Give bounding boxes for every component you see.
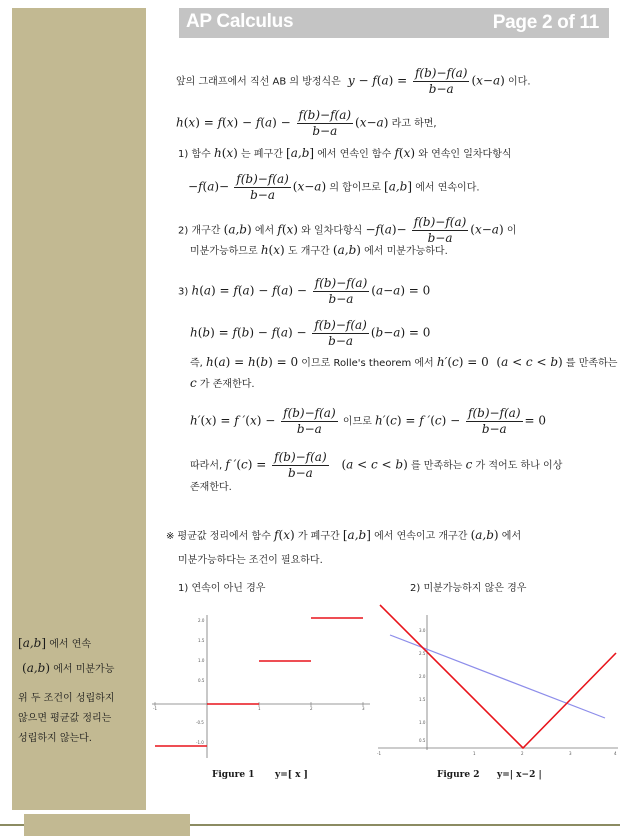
mvt-note-line-2: 미분가능하다는 조건이 필요하다. — [178, 555, 323, 566]
y-tick-label: 1.0 — [198, 658, 205, 663]
y-tick-label: 3.0 — [419, 628, 426, 633]
mvt-note-line-1: ※ 평균값 정리에서 함수 f(x) 가 폐구간 [a,b] 에서 연속이고 개구간 (a,b) 에서 — [166, 528, 522, 542]
x-tick-label: 1 — [258, 706, 261, 711]
sidebar-note-line-3: 위 두 조건이 성립하지 — [18, 693, 115, 704]
item-3-exists-c: c 가 존재한다. — [190, 376, 255, 390]
h-definition: h(x) = f(x) − f(a) − $\frac{f(b)-f(a)}{b-a}$ (x−a) 라고 하면, — [176, 108, 437, 138]
item-2-line-1: 2) 개구간 (a,b) 에서 f(x) 와 일차다항식 −f(a)− $\frac{f(b)-f(a)}{b-a}$ (x−a) 이 — [178, 215, 517, 245]
figure-2-abs-graph — [376, 600, 618, 760]
x-tick-label: 4 — [614, 751, 617, 756]
y-tick-label: 1.5 — [198, 638, 205, 643]
y-tick-label: 0.5 — [198, 678, 205, 683]
course-title: AP Calculus — [186, 11, 294, 32]
item-3-h-of-b: h(b) = f(b) − f(a) − $\frac{f(b)-f(a)}{b-a}$ (b−a) = 0 — [190, 318, 431, 348]
secant-line-equation: 앞의 그래프에서 직선 AB 의 방정식은 y − f(a) = $\frac{f(b)-f(a)}{b-a}$ (x−a) 이다. — [176, 66, 531, 96]
x-tick-label: 3 — [362, 706, 365, 711]
x-tick-label: -1 — [377, 751, 381, 756]
figure-2-formula: y=| x−2 | — [497, 770, 542, 780]
y-tick-label: 1.5 — [419, 697, 426, 702]
item-3-rolle-line: 즉, h(a) = h(b) = 0 이므로 Rolle's theorem 에서 h′(c) = 0 (a < c < b) 를 만족하는 — [190, 355, 618, 369]
y-tick-label: 2.5 — [419, 651, 426, 656]
footer-tab — [24, 814, 190, 836]
case-1-label: 1) 연속이 아닌 경우 — [178, 583, 266, 594]
item-3-derivative: h′(x) = f ′(x) − $\frac{f(b)-f(a)}{b-a}$ 이므로 h′(c) = f ′(c) − $\frac{f(b)-f(a)}{b-a}$ = 0 — [190, 406, 547, 436]
y-tick-label: 1.0 — [419, 720, 426, 725]
figure-2-caption: Figure 2 — [437, 770, 480, 780]
x-tick-label: -1 — [153, 706, 157, 711]
y-tick-label: 2.0 — [198, 618, 205, 623]
x-tick-label: 2 — [521, 751, 524, 756]
figure-1-caption: Figure 1 — [212, 770, 255, 780]
page-number: Page 2 of 11 — [492, 12, 599, 33]
sidebar-note-differentiable: (a,b) 에서 미분가능 — [22, 661, 115, 675]
y-tick-label: 2.0 — [419, 674, 426, 679]
sidebar-note-line-5: 성립하지 않는다. — [18, 733, 92, 744]
x-tick-label: 2 — [310, 706, 313, 711]
y-tick-label: 0.5 — [419, 738, 426, 743]
sidebar-note-line-4: 않으면 평균값 정리는 — [18, 713, 112, 724]
case-2-label: 2) 미분가능하지 않은 경우 — [410, 583, 527, 594]
x-tick-label: 1 — [473, 751, 476, 756]
figure-1-floor-graph — [152, 610, 374, 760]
item-3-h-of-a: 3) h(a) = f(a) − f(a) − $\frac{f(b)-f(a)}{b-a}$ (a−a) = 0 — [178, 276, 431, 306]
item-1-line-1: 1) 함수 h(x) 는 폐구간 [a,b] 에서 연속인 함수 f(x) 와 연속인 일차다항식 — [178, 146, 512, 160]
sidebar-panel — [12, 8, 146, 810]
y-tick-label: -0.5 — [196, 720, 204, 725]
item-3-conclusion-end: 존재한다. — [190, 482, 232, 493]
page-header — [179, 8, 609, 38]
figure-1-formula: y=[ x ] — [275, 770, 308, 780]
item-2-line-2: 미분가능하므로 h(x) 도 개구간 (a,b) 에서 미분가능하다. — [190, 243, 448, 257]
item-3-conclusion: 따라서, f ′(c) = $\frac{f(b)-f(a)}{b-a}$ (a < c < b) 를 만족하는 c 가 적어도 하나 이상 — [190, 450, 563, 480]
y-tick-label: -1.0 — [196, 740, 204, 745]
item-1-line-2: −f(a)− $\frac{f(b)-f(a)}{b-a}$ (x−a) 의 합이므로 [a,b] 에서 연속이다. — [188, 172, 480, 202]
sidebar-note-continuous: [a,b] 에서 연속 — [18, 636, 92, 650]
x-tick-label: 3 — [569, 751, 572, 756]
